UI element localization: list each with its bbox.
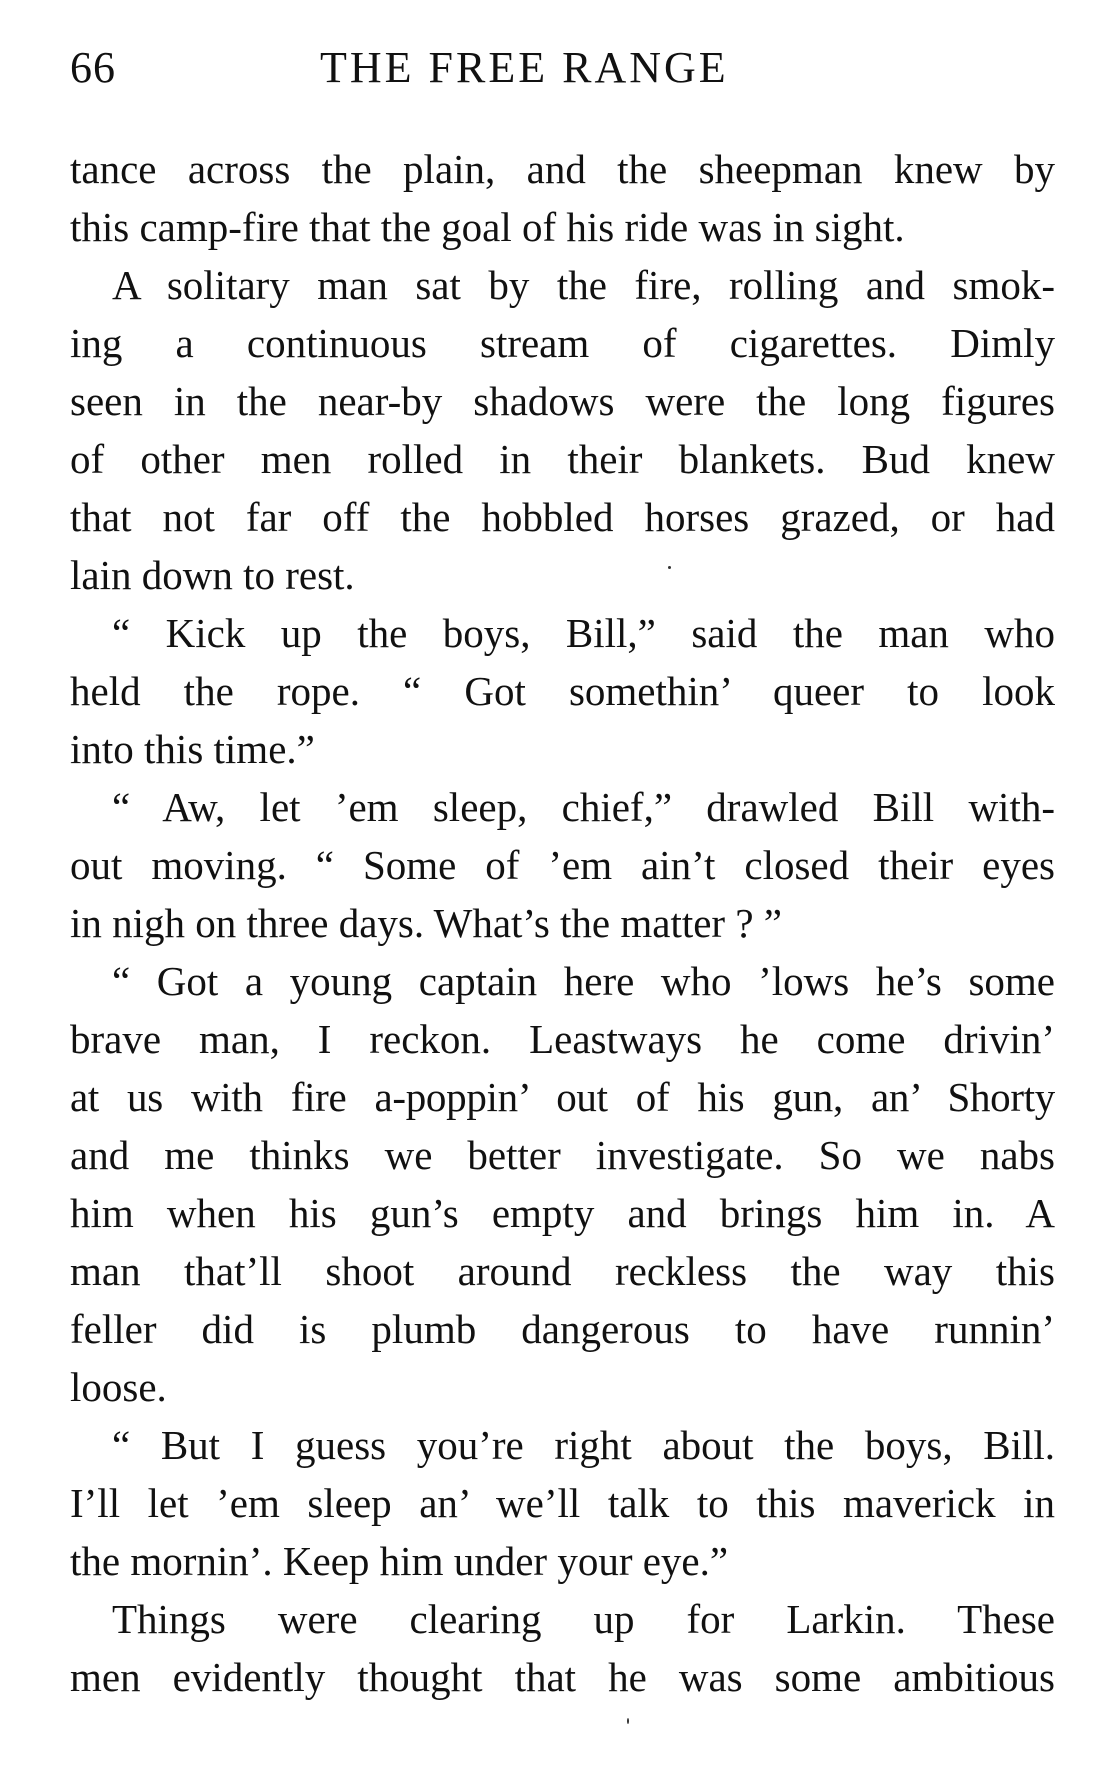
text-line: loose. <box>70 1364 167 1410</box>
running-title: THE FREE RANGE <box>320 43 729 92</box>
text-line: Things were clearing up for Larkin. These <box>112 1596 1055 1642</box>
text-line: the mornin’. Keep him under your eye.” <box>70 1538 729 1584</box>
text-line: and me thinks we better investigate. So we nabs <box>70 1132 1055 1178</box>
text-line: “ Got a young captain here who ’lows he’s some <box>112 958 1055 1004</box>
body-text <box>70 140 1055 1706</box>
running-head <box>70 38 1050 98</box>
text-line: men evidently thought that he was some ambitious <box>70 1654 1055 1700</box>
text-line: “ Aw, let ’em sleep, chief,” drawled Bill with- <box>112 784 1055 830</box>
print-speck <box>668 566 671 569</box>
text-line: “ Kick up the boys, Bill,” said the man who <box>112 610 1055 656</box>
text-line: brave man, I reckon. Leastways he come drivin’ <box>70 1016 1055 1062</box>
text-line: feller did is plumb dangerous to have runnin’ <box>70 1306 1055 1352</box>
text-line: this camp-fire that the goal of his ride was in sight. <box>70 204 905 250</box>
text-line: him when his gun’s empty and brings him in. A <box>70 1190 1055 1236</box>
text-line: man that’ll shoot around reckless the way this <box>70 1248 1055 1294</box>
text-line: held the rope. “ Got somethin’ queer to look <box>70 668 1055 714</box>
text-line: tance across the plain, and the sheepman knew by <box>70 146 1055 192</box>
text-line: A solitary man sat by the fire, rolling and smok- <box>112 262 1055 308</box>
text-line: of other men rolled in their blankets. Bud knew <box>70 436 1055 482</box>
text-line: that not far off the hobbled horses grazed, or had <box>70 494 1055 540</box>
text-line: I’ll let ’em sleep an’ we’ll talk to this maverick in <box>70 1480 1055 1526</box>
text-line: lain down to rest. <box>70 552 355 598</box>
text-line: at us with fire a-poppin’ out of his gun, an’ Shorty <box>70 1074 1055 1120</box>
text-line: in nigh on three days. What’s the matter ? ” <box>70 900 782 946</box>
page-number: 66 <box>70 43 116 92</box>
print-speck <box>627 1718 629 1724</box>
text-line: out moving. “ Some of ’em ain’t closed their eyes <box>70 842 1055 888</box>
text-line: ing a continuous stream of cigarettes. Dimly <box>70 320 1055 366</box>
text-line: “ But I guess you’re right about the boys, Bill. <box>112 1422 1055 1468</box>
text-line: seen in the near-by shadows were the long figures <box>70 378 1055 424</box>
text-line: into this time.” <box>70 726 315 772</box>
